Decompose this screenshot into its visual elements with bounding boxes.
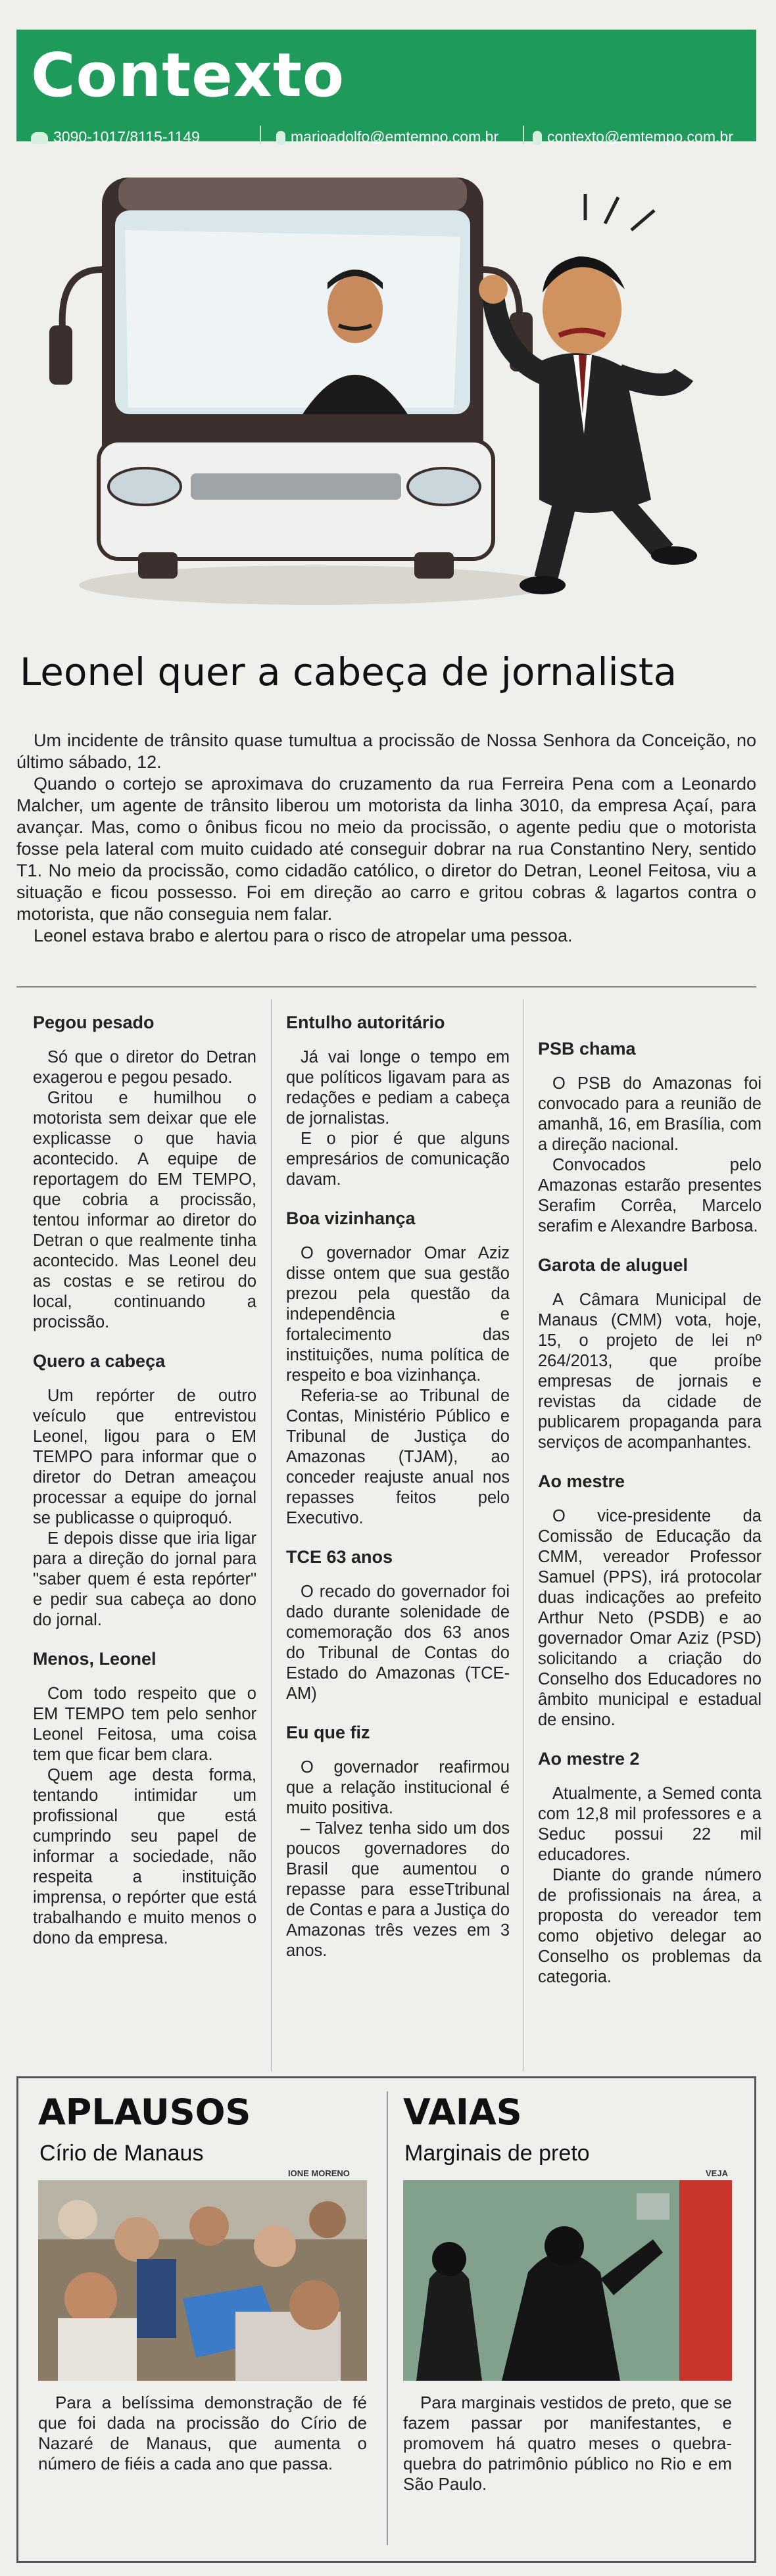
- note-title: Ao mestre 2: [538, 1749, 640, 1769]
- mouse-icon: [533, 131, 542, 145]
- note-paragraph: O recado do governador foi dado durante solenidade de comemoração dos 63 anos do Tribunal de Contas do Estado do Amazonas (TCE-AM): [286, 1583, 510, 1703]
- note-paragraph: – Talvez tenha sido um dos poucos governadores do Brasil que aumentou o repasse para esseTtribunal de Contas e para a Justiça do Amazonas três vezes em 3 anos.: [286, 1819, 510, 1960]
- aplausos-vaias-box: [16, 2076, 756, 2563]
- aplausos-caption: [38, 2393, 367, 2474]
- article-lead: [16, 730, 756, 947]
- note-title: Pegou pesado: [33, 1013, 155, 1032]
- note-section: [538, 1039, 762, 1237]
- note-paragraph: Com todo respeito que o EM TEMPO tem pelo senhor Leonel Feitosa, uma coisa tem que ficar bem clara.: [33, 1684, 256, 1764]
- column-1: [33, 1013, 256, 1967]
- note-section: [538, 1749, 762, 1988]
- lead-paragraph: Leonel estava brabo e alertou para o risco de atropelar uma pessoa.: [34, 926, 573, 945]
- photo-credit: VEJA: [706, 2168, 728, 2178]
- note-paragraph: E depois disse que iria ligar para a direção do jornal para "saber quem é esta repórter" e pedir sua cabeça ao dono do jornal.: [33, 1529, 256, 1629]
- note-title: Boa vizinhança: [286, 1208, 416, 1228]
- note-paragraph: Só que o diretor do Detran exagerou e pegou pesado.: [33, 1048, 256, 1087]
- note-title: Entulho autoritário: [286, 1013, 445, 1032]
- phone-number: 3090-1017/8115-1149: [53, 128, 200, 145]
- note-title: TCE 63 anos: [286, 1547, 393, 1567]
- note-section: [33, 1649, 256, 1949]
- vaias-subtitle: Marginais de preto: [404, 2141, 590, 2166]
- note-section: [286, 1723, 510, 1961]
- note-paragraph: Diante do grande número de profissionais na área, a proposta do vereador tem como objetivo delegar ao Conselho os problemas da categoria.: [538, 1866, 762, 1986]
- note-paragraph: Convocados pelo Amazonas estarão presentes Serafim Corrêa, Marcelo serafim e Alexandre Barbosa.: [538, 1156, 762, 1235]
- phone-icon: [31, 132, 48, 144]
- lead-paragraph: Quando o cortejo se aproximava do cruzamento da rua Ferreira Pena com a Leonardo Malcher, um agente de trânsito liberou um motorista da linha 3010, da empresa Açaí, para avançar. Mas, como o ônibus ficou no meio da procissão, o agente pediu que o motorista fosse pela lateral com muito cuidado até conseguir dobrar na rua Constantino Nery, sentido T1. No meio da procissão, como cidadão católico, o diretor do Detran, Leonel Feitosa, viu a situação e ficou possesso. Foi em direção ao carro e gritou cobras & lagartos contra o motorista, que não conseguia nem falar.: [16, 774, 756, 924]
- email-1[interactable]: marioadolfo@emtempo.com.br: [291, 128, 499, 145]
- note-section: [286, 1208, 510, 1529]
- note-section: [33, 1351, 256, 1631]
- note-section: [538, 1255, 762, 1453]
- bus: [49, 178, 533, 579]
- box-divider: [387, 2091, 388, 2545]
- note-paragraph: Um repórter de outro veículo que entrevistou Leonel, ligou para o EM TEMPO para informar que o diretor do Detran ameaçou processar a equipe do jornal se publicasse o quiproquó.: [33, 1387, 256, 1527]
- note-title: Ao mestre: [538, 1471, 625, 1491]
- caption-text: Para marginais vestidos de preto, que se fazem passar por manifestantes, e promovem há quatro meses o quebra-quebra do patrimônio público no Rio e em São Paulo.: [403, 2393, 732, 2494]
- mouse-icon: [276, 131, 285, 145]
- vaias-heading: VAIAS: [403, 2091, 522, 2133]
- vaias-caption: [403, 2393, 732, 2494]
- separator: [523, 126, 524, 144]
- note-section: [33, 1013, 256, 1333]
- column-3: [538, 1039, 762, 2006]
- email-2[interactable]: contexto@emtempo.com.br: [547, 128, 733, 145]
- article-headline: Leonel quer a cabeça de jornalista: [20, 650, 677, 694]
- note-paragraph: A Câmara Municipal de Manaus (CMM) vota, hoje, 15, o projeto de lei nº 264/2013, que proíbe empresas de jornais e revistas da cidade de publicarem propaganda para serviços de acompanhantes.: [538, 1291, 762, 1452]
- column-title: Contexto: [31, 40, 345, 110]
- note-paragraph: O governador reafirmou que a relação institucional é muito positiva.: [286, 1758, 510, 1817]
- note-section: [286, 1547, 510, 1704]
- cartoon-illustration: [39, 158, 737, 638]
- lead-paragraph: Um incidente de trânsito quase tumultua a procissão de Nossa Senhora da Conceição, no último sábado, 12.: [16, 730, 756, 772]
- note-title: Eu que fiz: [286, 1723, 370, 1742]
- email-contact-2[interactable]: [533, 128, 733, 146]
- note-paragraph: Referia-se ao Tribunal de Contas, Ministério Público e Tribunal de Justiça do Amazonas (TJAM), ao conceder reajuste anual nos repasses feitos pelo Executivo.: [286, 1387, 510, 1527]
- aplausos-subtitle: Círio de Manaus: [39, 2141, 204, 2166]
- caption-text: Para a belíssima demonstração de fé que foi dada na procissão do Círio de Nazaré de Manaus, que aumenta o número de fiéis a cada ano que passa.: [38, 2393, 367, 2473]
- photo-credit: IONE MORENO: [288, 2168, 350, 2178]
- note-paragraph: O vice-presidente da Comissão de Educação da CMM, vereador Professor Samuel (PPS), irá protocolar duas indicações ao prefeito Arthur Neto (PSDB) e ao governador Omar Aziz (PSD) solicitando a criação do Conselho dos Educadores no âmbito municipal e estadual de ensino.: [538, 1507, 762, 1729]
- note-title: Garota de aluguel: [538, 1255, 689, 1275]
- note-title: Quero a cabeça: [33, 1351, 166, 1371]
- note-section: [538, 1471, 762, 1730]
- note-paragraph: Quem age desta forma, tentando intimidar um profissional que está cumprindo seu papel de informar a sociedade, não respeita a instituição imprensa, o repórter que está trabalhando e muito menos o dono da empresa.: [33, 1766, 256, 1947]
- email-contact-1[interactable]: [276, 128, 498, 146]
- note-paragraph: Gritou e humilhou o motorista sem deixar que ele explicasse o que havia acontecido. A equipe de reportagem do EM TEMPO, que cobria a procissão, tentou informar ao diretor do Detran o que realmente tinha acontecido. Mas Leonel deu as costas e se retirou do local, continuando a procissão.: [33, 1089, 256, 1331]
- divider-rule: [16, 986, 756, 988]
- contact-bar: [16, 128, 756, 145]
- angry-man-figure: [479, 194, 697, 594]
- column-divider: [271, 999, 272, 2071]
- note-section: [286, 1013, 510, 1190]
- note-paragraph: Atualmente, a Semed conta com 12,8 mil professores e a Seduc possui 22 mil educadores.: [538, 1784, 762, 1864]
- protesters-photo: [403, 2180, 732, 2381]
- note-paragraph: O governador Omar Aziz disse ontem que sua gestão prezou pela questão da independência e fortalecimento das instituições, numa política de respeito e boa vizinhança.: [286, 1244, 510, 1385]
- note-title: Menos, Leonel: [33, 1649, 157, 1669]
- note-paragraph: O PSB do Amazonas foi convocado para a reunião de amanhã, 16, em Brasília, com a direção nacional.: [538, 1074, 762, 1154]
- note-paragraph: E o pior é que alguns empresários de comunicação davam.: [286, 1130, 510, 1189]
- procession-photo: [38, 2180, 367, 2381]
- column-header: [16, 30, 756, 145]
- separator: [260, 126, 261, 144]
- note-paragraph: Já vai longe o tempo em que políticos ligavam para as redações e pediam a cabeça de jornalistas.: [286, 1048, 510, 1128]
- column-2: [286, 1013, 510, 1980]
- phone-contact: [31, 128, 200, 146]
- note-title: PSB chama: [538, 1039, 636, 1059]
- aplausos-heading: APLAUSOS: [38, 2091, 251, 2133]
